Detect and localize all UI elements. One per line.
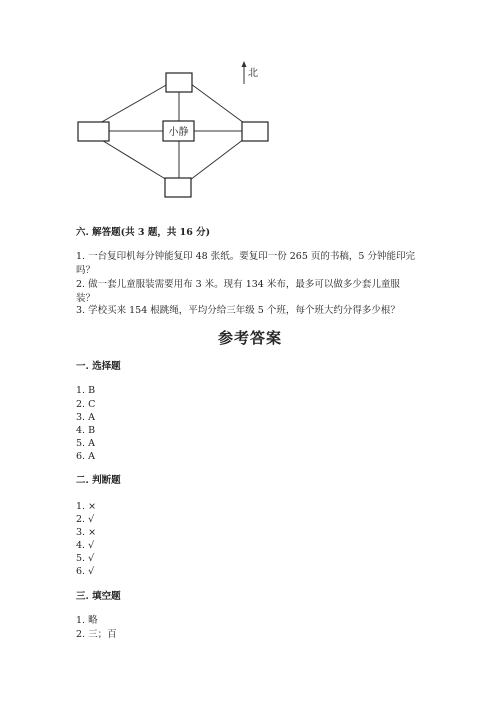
answers-sec1-heading: 一. 选择题 xyxy=(76,361,121,372)
answer-item: 2. C xyxy=(76,399,96,410)
map-diagram xyxy=(0,0,500,215)
line-top-right xyxy=(191,84,244,123)
answer-item: 2. √ xyxy=(76,514,95,525)
answer-item: 1. × xyxy=(76,501,97,512)
box-bottom xyxy=(165,178,191,197)
center-label: 小静 xyxy=(168,127,189,138)
answer-item: 1. 略 xyxy=(76,615,98,626)
answer-item: 6. √ xyxy=(76,566,95,577)
line-bottom-right xyxy=(190,139,244,180)
box-right xyxy=(242,122,268,141)
box-left xyxy=(78,122,109,141)
answer-item: 1. B xyxy=(76,385,96,396)
answer-item: 3. × xyxy=(76,527,97,538)
answer-item: 3. A xyxy=(76,412,95,423)
line-top-left xyxy=(100,84,168,123)
question-3-line-1: 3. 学校买来 154 根跳绳，平均分给三年级 5 个班，每个班大约分得多少根？ xyxy=(76,305,400,316)
answer-item: 5. A xyxy=(76,438,95,449)
box-top xyxy=(166,73,192,92)
answer-item: 5. √ xyxy=(76,553,95,564)
answers-title: 参考答案 xyxy=(217,329,282,347)
answer-item: 6. A xyxy=(76,451,95,462)
line-bottom-left xyxy=(100,139,167,180)
question-2-line-2: 装？ xyxy=(76,293,96,304)
question-1-line-1: 1. 一台复印机每分钟能复印 48 张纸。要复印一份 265 页的书稿，5 分钟能印完 xyxy=(76,251,415,262)
north-arrowhead-icon xyxy=(242,61,247,67)
answers-sec3-heading: 三. 填空题 xyxy=(76,591,121,602)
answer-item: 2. 三；百 xyxy=(76,629,117,640)
answer-item: 4. B xyxy=(76,425,96,436)
question-1-line-2: 吗？ xyxy=(76,265,96,276)
answers-sec2-heading: 二. 判断题 xyxy=(76,475,121,486)
section6-heading: 六. 解答题(共 3 题，共 16 分) xyxy=(76,227,211,238)
question-2-line-1: 2. 做一套儿童服装需要用布 3 米。现有 134 米布，最多可以做多少套儿童服 xyxy=(76,279,400,290)
north-label: 北 xyxy=(248,68,258,79)
answer-item: 4. √ xyxy=(76,540,95,551)
